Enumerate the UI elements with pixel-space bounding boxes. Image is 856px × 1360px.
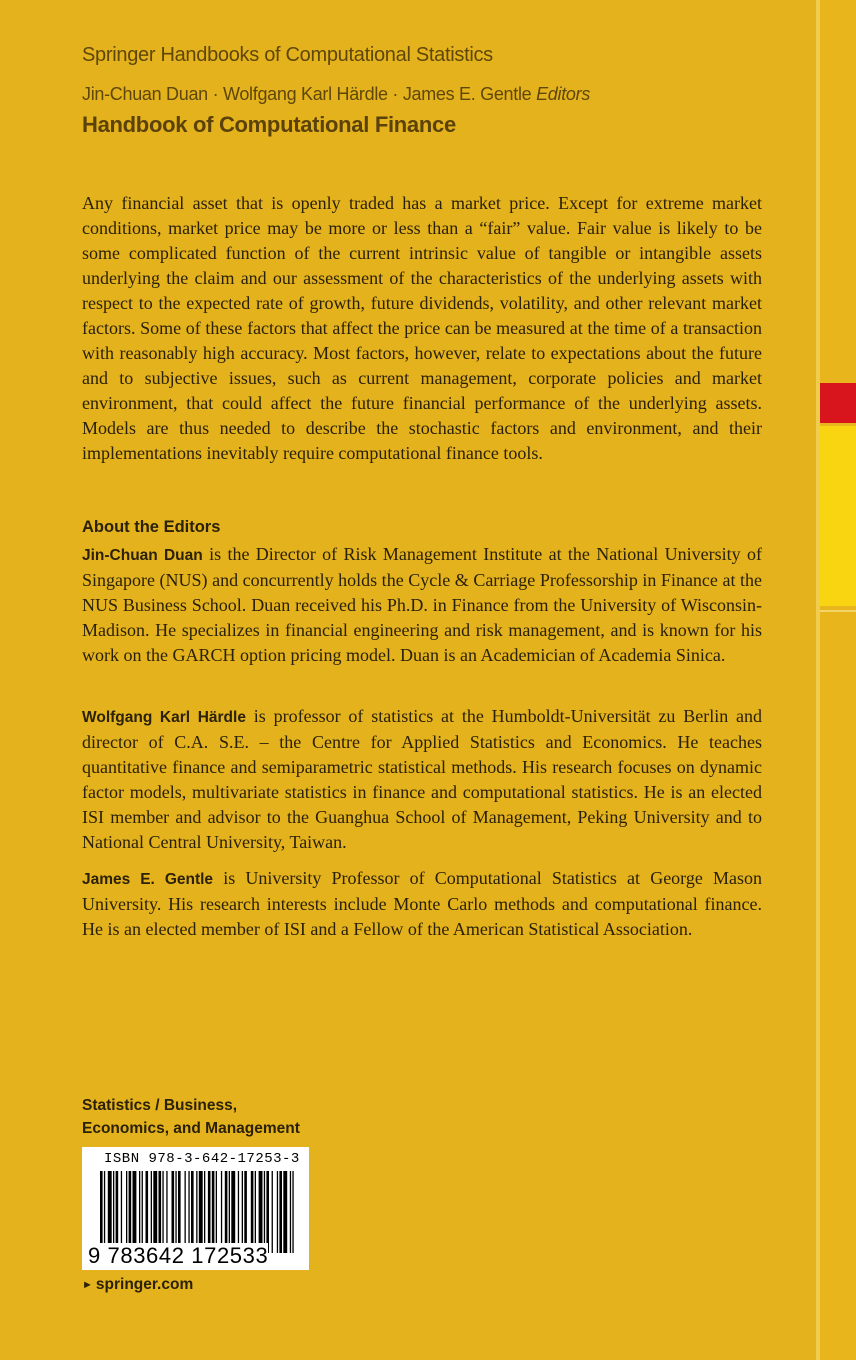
barcode-bar: [251, 1171, 254, 1253]
barcode-bar: [208, 1171, 211, 1253]
barcode-bar: [126, 1171, 127, 1253]
barcode-bar: [279, 1171, 282, 1253]
barcode-bars: [86, 1171, 305, 1253]
barcode-bar: [244, 1171, 247, 1253]
barcode-bar: [221, 1171, 222, 1253]
barcode-bar: [121, 1171, 122, 1253]
barcode-bar: [231, 1171, 235, 1253]
barcode-bar: [283, 1171, 287, 1253]
barcode-bar: [100, 1171, 103, 1253]
spine-strip: [820, 0, 856, 1360]
barcode-bar: [108, 1171, 112, 1253]
editors-line: [82, 84, 590, 105]
editors-role: Editors: [536, 84, 591, 104]
barcode-bar: [172, 1171, 175, 1253]
isbn-label: ISBN 978-3-642-17253-3: [104, 1151, 300, 1167]
subject-line: Economics, and Management: [82, 1120, 300, 1137]
isbn-barcode: [82, 1147, 309, 1270]
barcode-bar: [199, 1171, 203, 1253]
barcode-bar: [188, 1171, 189, 1253]
barcode-bar: [191, 1171, 194, 1253]
subject-category: [82, 1094, 300, 1140]
barcode-bar: [159, 1171, 162, 1253]
barcode-bar: [104, 1171, 105, 1253]
barcode-bar: [113, 1171, 114, 1253]
barcode-bar: [238, 1171, 239, 1253]
barcode-bar: [178, 1171, 181, 1253]
series-title: Springer Handbooks of Computational Statistics: [82, 44, 493, 66]
editor-bio-text: is professor of statistics at the Humboldt-Universität zu Berlin and director of C.A. S.E. – the Centre for Applied Statistics and Economics. He teaches quantitative finance and semiparametric statistical methods. His research focuses on dynamic factor models, multivariate statistics in finance and computational statistics. He is an elected ISI member and advisor to the Guanghua School of Management, Peking University and to National Central University, Taiwan.: [82, 706, 763, 852]
book-title: Handbook of Computational Finance: [82, 112, 456, 137]
barcode-bar: [264, 1171, 265, 1253]
barcode-bar: [229, 1171, 230, 1253]
barcode-bar: [266, 1171, 269, 1253]
spine-yellow-band: [820, 426, 856, 606]
editor-bio-text: is University Professor of Computational Statistics at George Mason University. His research interests include Monte Carlo methods and computational finance. He is an elected member of ISI and a Fellow of the American Statistical Association.: [82, 868, 762, 939]
editor-name: Jin-Chuan Duan: [82, 547, 203, 564]
subject-line: Statistics / Business,: [82, 1097, 238, 1114]
barcode-bar: [204, 1171, 205, 1253]
barcode-bar: [216, 1171, 217, 1253]
editors-names: Jin-Chuan Duan · Wolfgang Karl Härdle · James E. Gentle: [82, 84, 532, 104]
barcode-bar: [225, 1171, 228, 1253]
editor-bio-text: is the Director of Risk Management Institute at the National University of Singapore (NUS) and concurrently holds the Cycle & Carriage Professorship in Finance at the NUS Business School. Duan received his Ph.D. in Finance from the University of Wisconsin-Madison. He specializes in financial engineering and risk management, and is known for his work on the GARCH option pricing model. Duan is an Academician of Academia Sinica.: [82, 544, 762, 665]
barcode-bar: [116, 1171, 119, 1253]
barcode-bar: [292, 1171, 293, 1253]
barcode-bar: [196, 1171, 197, 1253]
spine-divider: [820, 610, 856, 612]
editor-name: Wolfgang Karl Härdle: [82, 709, 246, 726]
barcode-digits: 9 783642 172533: [88, 1243, 269, 1268]
barcode-bar: [139, 1171, 140, 1253]
publisher-website[interactable]: [82, 1276, 193, 1294]
arrow-icon: ►: [82, 1279, 93, 1291]
book-blurb: Any financial asset that is openly traded has a market price. Except for extreme market conditions, market price may be more or less than a “fair” value. Fair value is likely to be some complicated function of the current intrinsic value of tangible or intangible assets underlying the claim and our assessment of the characteristics of the underlying assets with respect to the expected rate of growth, future dividends, volatility, and other relevant market factors. Some of these factors that affect the price can be measured at the time of a transaction with reasonably high accuracy. Most factors, however, relate to expectations about the future and to subjective issues, such as current management, corporate policies and market environment, that could affect the future financial performance of the underlying assets. Models are thus needed to describe the stochastic factors and environment, and their implementations inevitably require computational finance tools.: [82, 193, 762, 463]
barcode-bar: [142, 1171, 143, 1253]
barcode-bar: [166, 1171, 167, 1253]
barcode-bar: [259, 1171, 263, 1253]
editor-bio-gentle: [82, 866, 762, 942]
spine-red-band: [820, 383, 856, 423]
barcode-bar: [272, 1171, 273, 1253]
barcode-bar: [162, 1171, 163, 1253]
barcode-bar: [129, 1171, 132, 1253]
about-editors-heading: About the Editors: [82, 518, 221, 536]
barcode-bar: [185, 1171, 186, 1253]
website-label: springer.com: [95, 1276, 194, 1293]
editor-bio-duan: [82, 542, 762, 668]
barcode-bar: [133, 1171, 137, 1253]
barcode-bar: [255, 1171, 256, 1253]
barcode-bar: [175, 1171, 176, 1253]
barcode-bar: [153, 1171, 157, 1253]
barcode-bar: [277, 1171, 278, 1253]
barcode-bar: [146, 1171, 149, 1253]
barcode-bar: [212, 1171, 215, 1253]
barcode-bar: [242, 1171, 243, 1253]
barcode-bar: [151, 1171, 152, 1253]
barcode-bar: [290, 1171, 291, 1253]
editor-bio-hardle: [82, 704, 762, 855]
editor-name: James E. Gentle: [82, 871, 214, 888]
